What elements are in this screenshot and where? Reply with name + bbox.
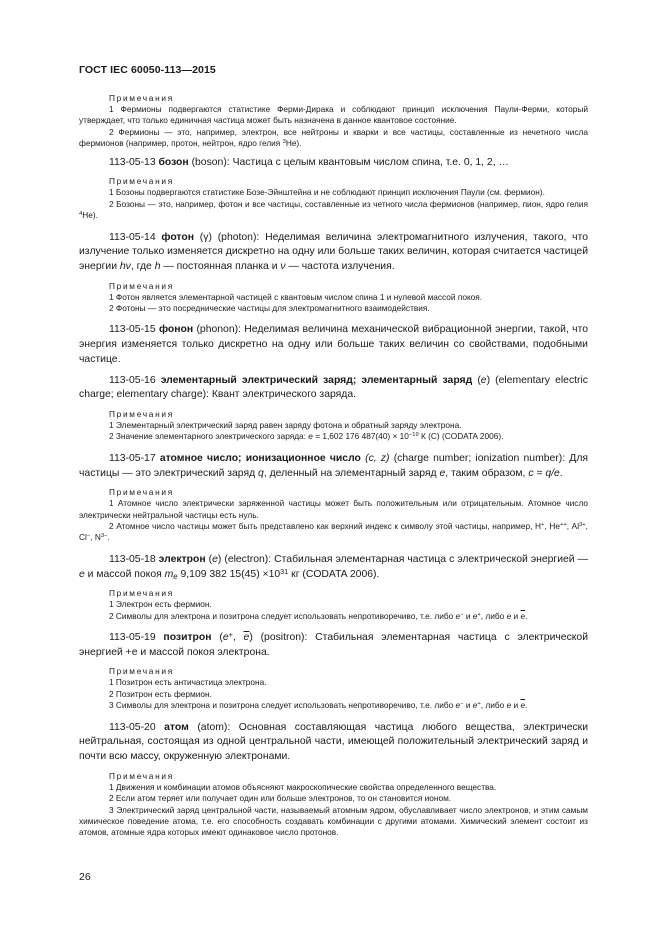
note: 2 Позитрон есть фермион. [109,688,212,699]
note: 2 Атомное число частицы может быть представлено как верхний индекс к символу этой частицы, например, Н+, Не++, $Al^{3+}$, Cl−, $N^{3-}$. [79,521,588,543]
note: 1 Бозоны подвергаются статистике Бозе-Эйнштейна и не соблюдают принцип исключения Паули (см. фермион). [109,187,545,198]
note: 2 Значение элементарного электрического заряда: e = 1,602 176 $487(40) \times 10^{-19}$ К (С) (CODATA 2006). [109,431,504,442]
term-entry-boson: 113-05-13 бозон (boson): Частица с целым квантовым числом спина, т.е. 0, 1, 2, … [109,156,509,168]
notes-heading: Примечания [109,93,174,103]
notes-heading: Примечания [109,770,174,781]
term-entry-phonon: 113-05-15 фонон (phonon): Неделимая величина механической вибрационной энергии, такой, что энергия изменяется только дискретно на одну или больше таких величин со свойствами, подобными частице. [79,324,588,365]
term-entry-photon: 113-05-14 фотон (γ) (photon): Неделимая величина электромагнитного излучения, такого, что излучение только изменяется дискретно на одну или больше таких величин, которая считается частицей энергии hν, где h — постоянная планка и ν — частота излучения. [79,231,588,272]
page-number: 26 [79,871,91,883]
note: 2 Если атом теряет или получает один или больше электронов, то он становится ионом. [109,793,452,804]
term-entry-charge-number: 113-05-17 атомное число; ионизационное число (c, z) (charge number; ionization number): Для частицы — это электрический заряд q, деленный на элементарный заряд e, таким образом, c = q/e. [79,452,589,479]
note: 3 Электрический заряд центральной части, называемый атомным ядром, обуславливает число электронов, и этим самым химическое поведение атома, т.е. его способность создавать комбинации с другими атомами. Химический элемент состоит из атомов, атомные ядра которых имеют одинаковое число протонов. [79,804,588,838]
page-content [79,93,588,839]
note: 1 Фотон является элементарной частицей с квантовым числом спина 1 и нулевой массой покоя. [109,291,483,302]
term-entry-electron: 113-05-18 электрон (e) (electron): Стабильная элементарная частица с электрической энергией — e и массой покоя $m_e$ 9,109 382 $15(45) \times 10^{31}$ кг (CODATA 2006). [79,553,589,581]
note: 3 Символы для электрона и позитрона следует использовать непротиворечиво, т.е. либо e− и e+, либо e и $\overline{e}$. [109,700,528,711]
note: 2 Фотоны — это посреднические частицы для электромагнитного взаимодействия. [109,303,430,314]
note: 2 Символы для электрона и позитрона следует использовать непротиворечиво, т.е. либо e− и e+, либо e и $\overline{e}$. [109,610,528,621]
term-entry-atom: 113-05-20 атом (atom): Основная составляющая частица любого вещества, электрически нейтральная, состоящая из одной центральной части, имеющей положительный электрический заряд и почти всю массу, окруженную электронами. [79,721,589,763]
notes-heading: Примечания [109,408,174,419]
note: 1 Атомное число электрически заряженной частицы может быть положительным или отрицательным. Атомное число электрически нейтральной частицы есть нуль. [79,498,588,520]
page-header: ГОСТ IEC 60050-113—2015 [79,64,216,76]
note: 1 Фермионы подвергаются статистике Ферми-Дирака и соблюдают принцип исключения Паули-Ферми, который утверждает, что только единичная частица может быть назначена в данное квантовое состояние. [79,104,588,126]
notes-heading: Примечания [109,176,174,187]
notes-heading: Примечания [109,487,174,498]
notes-heading: Примечания [109,666,174,677]
note: 1 Позитрон есть античастица электрона. [109,677,267,688]
term-entry-elementary-charge: 113-05-16 элементарный электрический заряд; элементарный заряд (e) (elementary electric charge; elementary charge): Квант электрического заряда. [79,374,588,401]
note: 1 Движения и комбинации атомов объясняют макроскопические свойства определенного вещества. [109,781,497,792]
notes-heading: Примечания [109,588,174,599]
note: 2 Фермионы — это, например, электрон, все нейтроны и кварки и все частицы, составленные из нечетного числа фермионов (например, протон, нейтрон, ядро гелия $^3$Не). [79,126,588,149]
note: 2 Бозоны — это, например, фотон и все частицы, составленные из четного числа фермионов (например, пион, ядро гелия $^4$Не). [79,198,588,221]
note: 1 Электрон есть фермион. [109,599,212,610]
note: 1 Элементарный электрический заряд равен заряду фотона и обратный заряду электрона. [109,419,462,430]
notes-heading: Примечания [109,280,174,291]
term-entry-positron: 113-05-19 позитрон (e+, $\overline{e}$) (positron): Стабильная элементарная частица с электрической энергией +е и массой покоя электрона. [79,630,589,658]
